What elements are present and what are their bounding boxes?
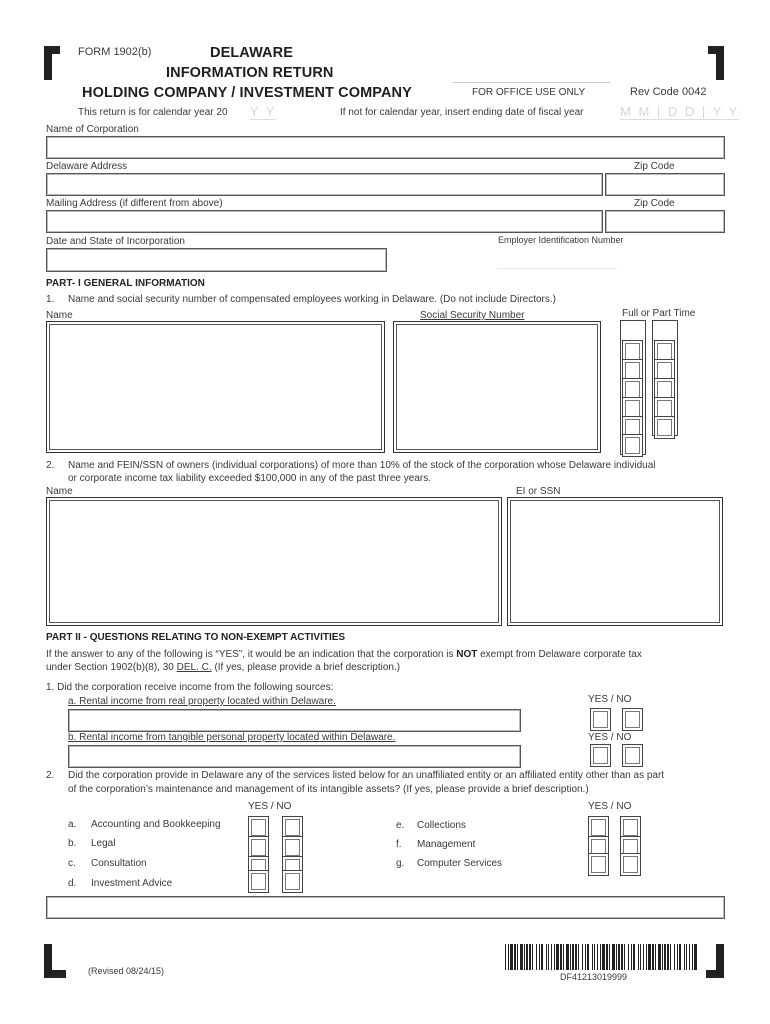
service-e-letter: e. [396, 820, 405, 831]
corp-name-input[interactable] [46, 136, 725, 159]
service-c-letter: c. [68, 858, 76, 869]
part1-col-ssn: Social Security Number [420, 310, 525, 321]
zip-input-1[interactable] [605, 173, 725, 196]
part2-q1-text: 1. Did the corporation receive income from the following sources: [46, 682, 334, 693]
q1a-no-checkbox[interactable] [622, 708, 643, 731]
delaware-address-label: Delaware Address [46, 161, 128, 172]
service-d-no-checkbox[interactable] [282, 870, 303, 893]
part1-col-name2: Name [46, 486, 73, 497]
fiscal-year-label: If not for calendar year, insert ending date of fiscal year [340, 107, 584, 118]
part2-intro-line2: under Section 1902(b)(8), 30 DEL. C. (If yes, please provide a brief description.) [46, 662, 401, 673]
service-f-letter: f. [396, 839, 402, 850]
zip-label-1: Zip Code [634, 161, 675, 172]
delaware-address-input[interactable] [46, 173, 603, 196]
office-use-rule [452, 82, 610, 83]
owner-names-box[interactable] [46, 497, 502, 626]
corner-mark-top-right [706, 46, 724, 80]
ein-input[interactable] [498, 250, 618, 269]
part2-intro-line1: If the answer to any of the following is “YES”, it would be an indication that the corporation is NOT exempt from Delaware corporate tax [46, 649, 642, 660]
corner-mark-bottom-right [706, 944, 724, 978]
q1b-description-input[interactable] [68, 745, 521, 768]
incorporation-label: Date and State of Incorporation [46, 236, 185, 247]
part1-col-name: Name [46, 310, 73, 321]
q1a-yes-no-label: YES / NO [588, 694, 632, 705]
full-time-checkbox-6[interactable] [622, 434, 643, 457]
part2-heading: PART II - QUESTIONS RELATING TO NON-EXEMPT ACTIVITIES [46, 632, 346, 643]
service-b-letter: b. [68, 838, 77, 849]
part2-q1b-text: b. Rental income from tangible personal property located within Delaware. [68, 732, 396, 743]
mailing-address-input[interactable] [46, 210, 603, 233]
part2-q2-number: 2. [46, 770, 55, 781]
incorporation-input[interactable] [46, 248, 387, 272]
title-delaware: DELAWARE [210, 45, 293, 61]
q1a-description-input[interactable] [68, 709, 521, 732]
q1b-yes-no-label: YES / NO [588, 732, 632, 743]
q1b-yes-checkbox[interactable] [590, 744, 611, 767]
corner-mark-bottom-left [44, 944, 66, 978]
employee-names-box[interactable] [46, 321, 385, 453]
part1-heading: PART- I GENERAL INFORMATION [46, 278, 205, 289]
q1a-yes-checkbox[interactable] [590, 708, 611, 731]
q1b-no-checkbox[interactable] [622, 744, 643, 767]
service-d-label: Investment Advice [91, 878, 173, 889]
mailing-address-label: Mailing Address (if different from above) [46, 198, 223, 209]
barcode [505, 944, 700, 970]
fiscal-year-date-input[interactable]: M M | D D | Y Y [620, 104, 740, 119]
service-f-label: Management [417, 839, 476, 850]
office-use-label: FOR OFFICE USE ONLY [472, 87, 586, 98]
part1-q1-number: 1. [46, 294, 55, 305]
calendar-year-label: This return is for calendar year 20 [78, 107, 228, 118]
service-g-letter: g. [396, 858, 405, 869]
part2-q2-line2: of the corporation’s maintenance and management of its intangible assets? (If yes, please provide a brief description.) [68, 784, 589, 795]
service-a-label: Accounting and Bookkeeping [91, 819, 221, 830]
part2-q1a-text: a. Rental income from real property located within Delaware. [68, 696, 336, 707]
title-holding-company: HOLDING COMPANY / INVESTMENT COMPANY [82, 85, 412, 101]
title-information-return: INFORMATION RETURN [166, 65, 334, 81]
barcode-number: DF41213019999 [560, 972, 628, 982]
employee-ssn-box[interactable] [393, 321, 601, 453]
part1-col-full-part: Full or Part Time [622, 308, 696, 319]
corp-name-label: Name of Corporation [46, 124, 139, 135]
service-a-letter: a. [68, 819, 77, 830]
form-number: FORM 1902(b) [78, 46, 152, 58]
zip-input-2[interactable] [605, 210, 725, 233]
part1-q2-line1: Name and FEIN/SSN of owners (individual corporations) of more than 10% of the stock of the corporation whose Delaware individual [68, 460, 656, 471]
service-d-yes-checkbox[interactable] [248, 870, 269, 893]
calendar-year-input[interactable]: Y Y [250, 104, 277, 119]
part1-q2-number: 2. [46, 460, 55, 471]
part1-q2-line2: or corporate income tax liability exceeded $100,000 in any of the past three years. [68, 473, 431, 484]
services-left-yes-no: YES / NO [248, 801, 292, 812]
service-e-label: Collections [417, 820, 466, 831]
part1-col-ei-ssn: EI or SSN [516, 486, 561, 497]
ein-label: Employer Identification Number [498, 235, 624, 245]
service-b-label: Legal [91, 838, 116, 849]
service-g-no-checkbox[interactable] [620, 853, 641, 876]
part1-q1-text: Name and social security number of compensated employees working in Delaware. (Do not include Directors.) [68, 294, 556, 305]
services-description-input[interactable] [46, 896, 725, 919]
zip-label-2: Zip Code [634, 198, 675, 209]
service-d-letter: d. [68, 878, 77, 889]
part2-q2-line1: Did the corporation provide in Delaware any of the services listed below for an unaffiliated entity or an affiliated entity other than as part [68, 770, 665, 781]
rev-code: Rev Code 0042 [630, 86, 707, 98]
service-c-label: Consultation [91, 858, 147, 869]
part-time-checkbox-5[interactable] [654, 416, 675, 439]
service-g-label: Computer Services [417, 858, 503, 869]
revised-date: (Revised 08/24/15) [88, 966, 165, 976]
service-g-yes-checkbox[interactable] [588, 853, 609, 876]
owner-ei-ssn-box[interactable] [507, 497, 723, 626]
corner-mark-top-left [44, 46, 62, 80]
services-right-yes-no: YES / NO [588, 801, 632, 812]
